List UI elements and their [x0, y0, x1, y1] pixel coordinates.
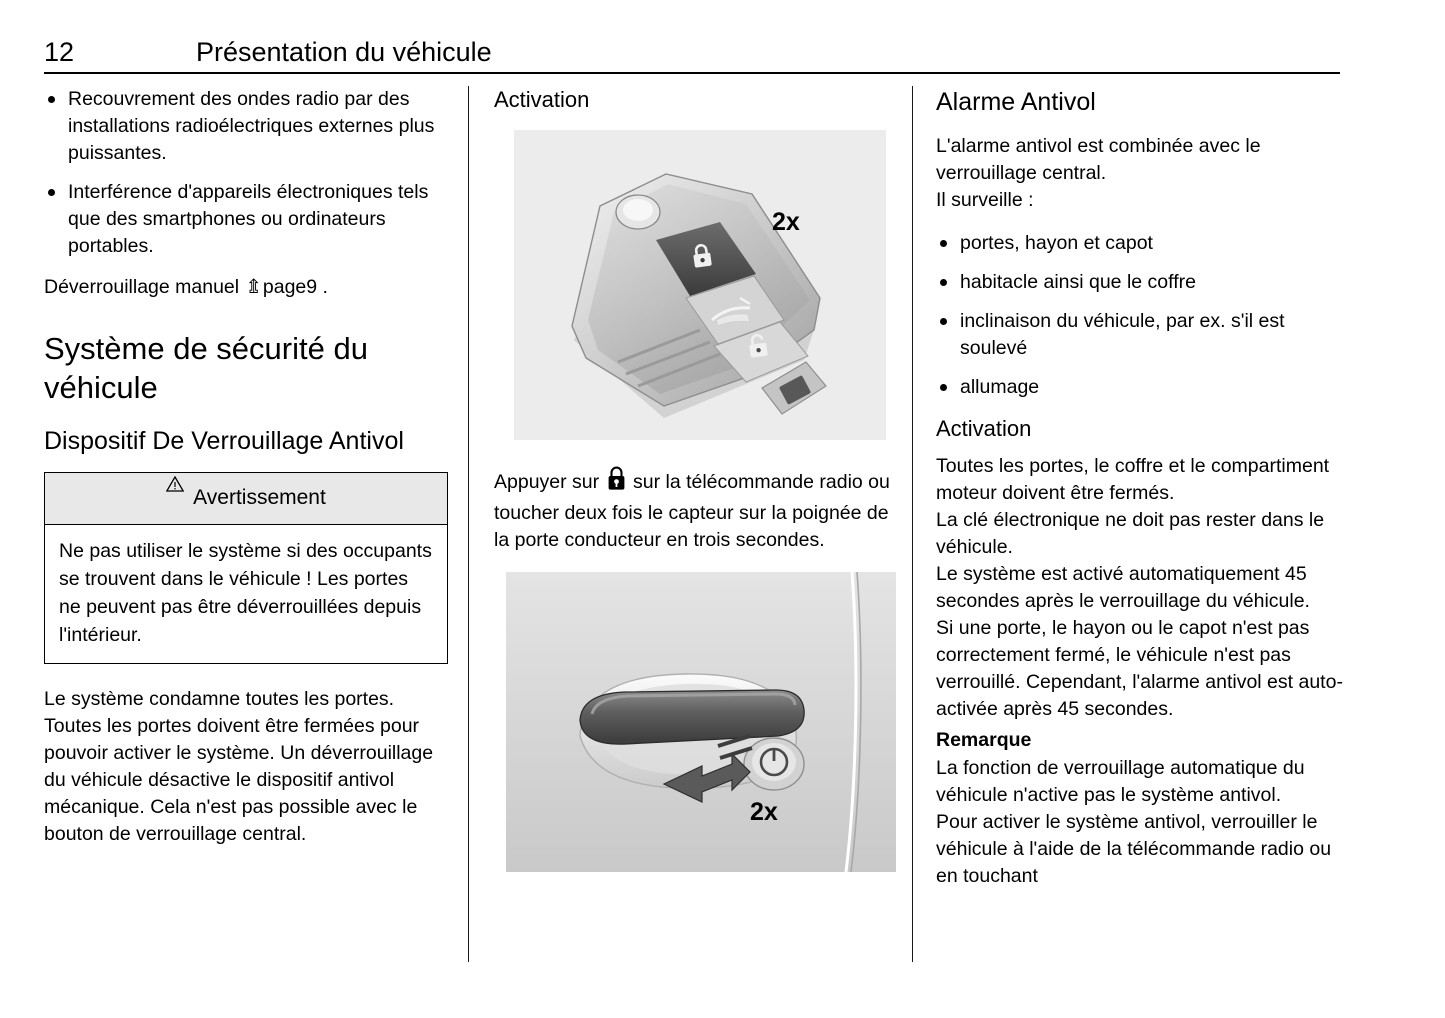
figure-door-handle — [506, 572, 896, 872]
subsection-heading-alarm-activation: Activation — [936, 416, 1032, 441]
column-left — [44, 86, 454, 864]
alarm-activation-paragraph-1: Toutes les portes, le coffre et le compartiment moteur doivent être fermés. — [936, 455, 1330, 504]
lock-button-icon — [607, 466, 626, 500]
note-paragraph-2: Pour activer le système antivol, verrouiller le véhicule à l'aide de la télécommande radio ou en touchant — [936, 811, 1332, 887]
list-item: allumage — [936, 374, 1346, 401]
note-heading: Remarque — [936, 729, 1032, 751]
list-item: Recouvrement des ondes radio par des installations radioélectriques externes plus puissantes. — [44, 86, 454, 167]
instruction-part-1: Appuyer sur — [494, 471, 605, 493]
warning-body: Ne pas utiliser le système si des occupants se trouvent dans le véhicule ! Les portes ne peuvent pas être déverrouillées depuis l'intérieur. — [59, 540, 432, 646]
section-heading-alarm: Alarme Antivol — [936, 88, 1096, 116]
manual-unlock-suffix: . — [317, 276, 328, 298]
subsection-heading-activation: Activation — [494, 87, 590, 112]
door-handle-illustration — [506, 572, 896, 872]
list-item: habitacle ainsi que le coffre — [936, 269, 1346, 296]
column-divider-1 — [468, 86, 469, 962]
alarm-activation-paragraph-3: Le système est activé automatiquement 45 secondes après le verrouillage du véhicule. — [936, 563, 1310, 612]
warning-label: Avertissement — [193, 486, 326, 509]
interference-bullet-list — [44, 86, 454, 260]
page-reference-arrow-icon: ⇭ — [245, 276, 262, 298]
list-item: portes, hayon et capot — [936, 230, 1346, 257]
manual-unlock-prefix: Déverrouillage manuel — [44, 276, 245, 298]
list-item: Interférence d'appareils électroniques tels que des smartphones ou ordinateurs portables. — [44, 179, 454, 260]
list-item: inclinaison du véhicule, par ex. s'il est soulevé — [936, 308, 1346, 362]
subsection-heading-antitheft-locking: Dispositif De Verrouillage Antivol — [44, 427, 404, 455]
page-number: 12 — [44, 37, 75, 67]
figure-key-2x-label: 2x — [772, 208, 800, 236]
figure-handle-2x-label: 2x — [750, 798, 778, 826]
column-right — [936, 86, 1346, 890]
column-middle — [494, 86, 894, 872]
instruction-part-2: sur la télécommande radio ou toucher deux fois le capteur sur la poignée de la porte conducteur en trois secondes. — [494, 471, 890, 551]
figure-key-fob — [514, 130, 886, 440]
warning-header — [45, 473, 447, 525]
alarm-intro: L'alarme antivol est combinée avec le verrouillage central. — [936, 135, 1261, 184]
manual-unlock-ref: page9 — [262, 276, 318, 298]
warning-box — [44, 472, 448, 664]
alarm-monitors-lead: Il surveille : — [936, 189, 1034, 211]
antitheft-body-paragraph: Le système condamne toutes les portes. Toutes les portes doivent être fermées pour pouvoir activer le système. Un déverrouillage du véhicule désactive le dispositif antivol mécanique. Cela n'est pas possible avec le bouton de verrouillage central. — [44, 688, 434, 845]
activation-instruction — [494, 466, 894, 554]
alarm-monitor-list — [936, 230, 1346, 401]
page-title: Présentation du véhicule — [196, 37, 492, 67]
alarm-activation-paragraph-2: La clé électronique ne doit pas rester dans le véhicule. — [936, 509, 1325, 558]
alarm-activation-paragraph-4: Si une porte, le hayon ou le capot n'est pas correctement fermé, le véhicule n'est pas verrouillé. Cependant, l'alarme antivol est auto-activée après 45 secondes. — [936, 617, 1343, 720]
header-divider — [44, 72, 1340, 74]
manual-unlock-reference — [44, 274, 454, 301]
key-fob-illustration — [514, 130, 886, 440]
column-divider-2 — [912, 86, 913, 962]
note-paragraph-1: La fonction de verrouillage automatique du véhicule n'active pas le système antivol. — [936, 757, 1305, 806]
warning-triangle-icon — [166, 490, 184, 506]
section-heading-vehicle-security: Système de sécurité du véhicule — [44, 331, 368, 405]
